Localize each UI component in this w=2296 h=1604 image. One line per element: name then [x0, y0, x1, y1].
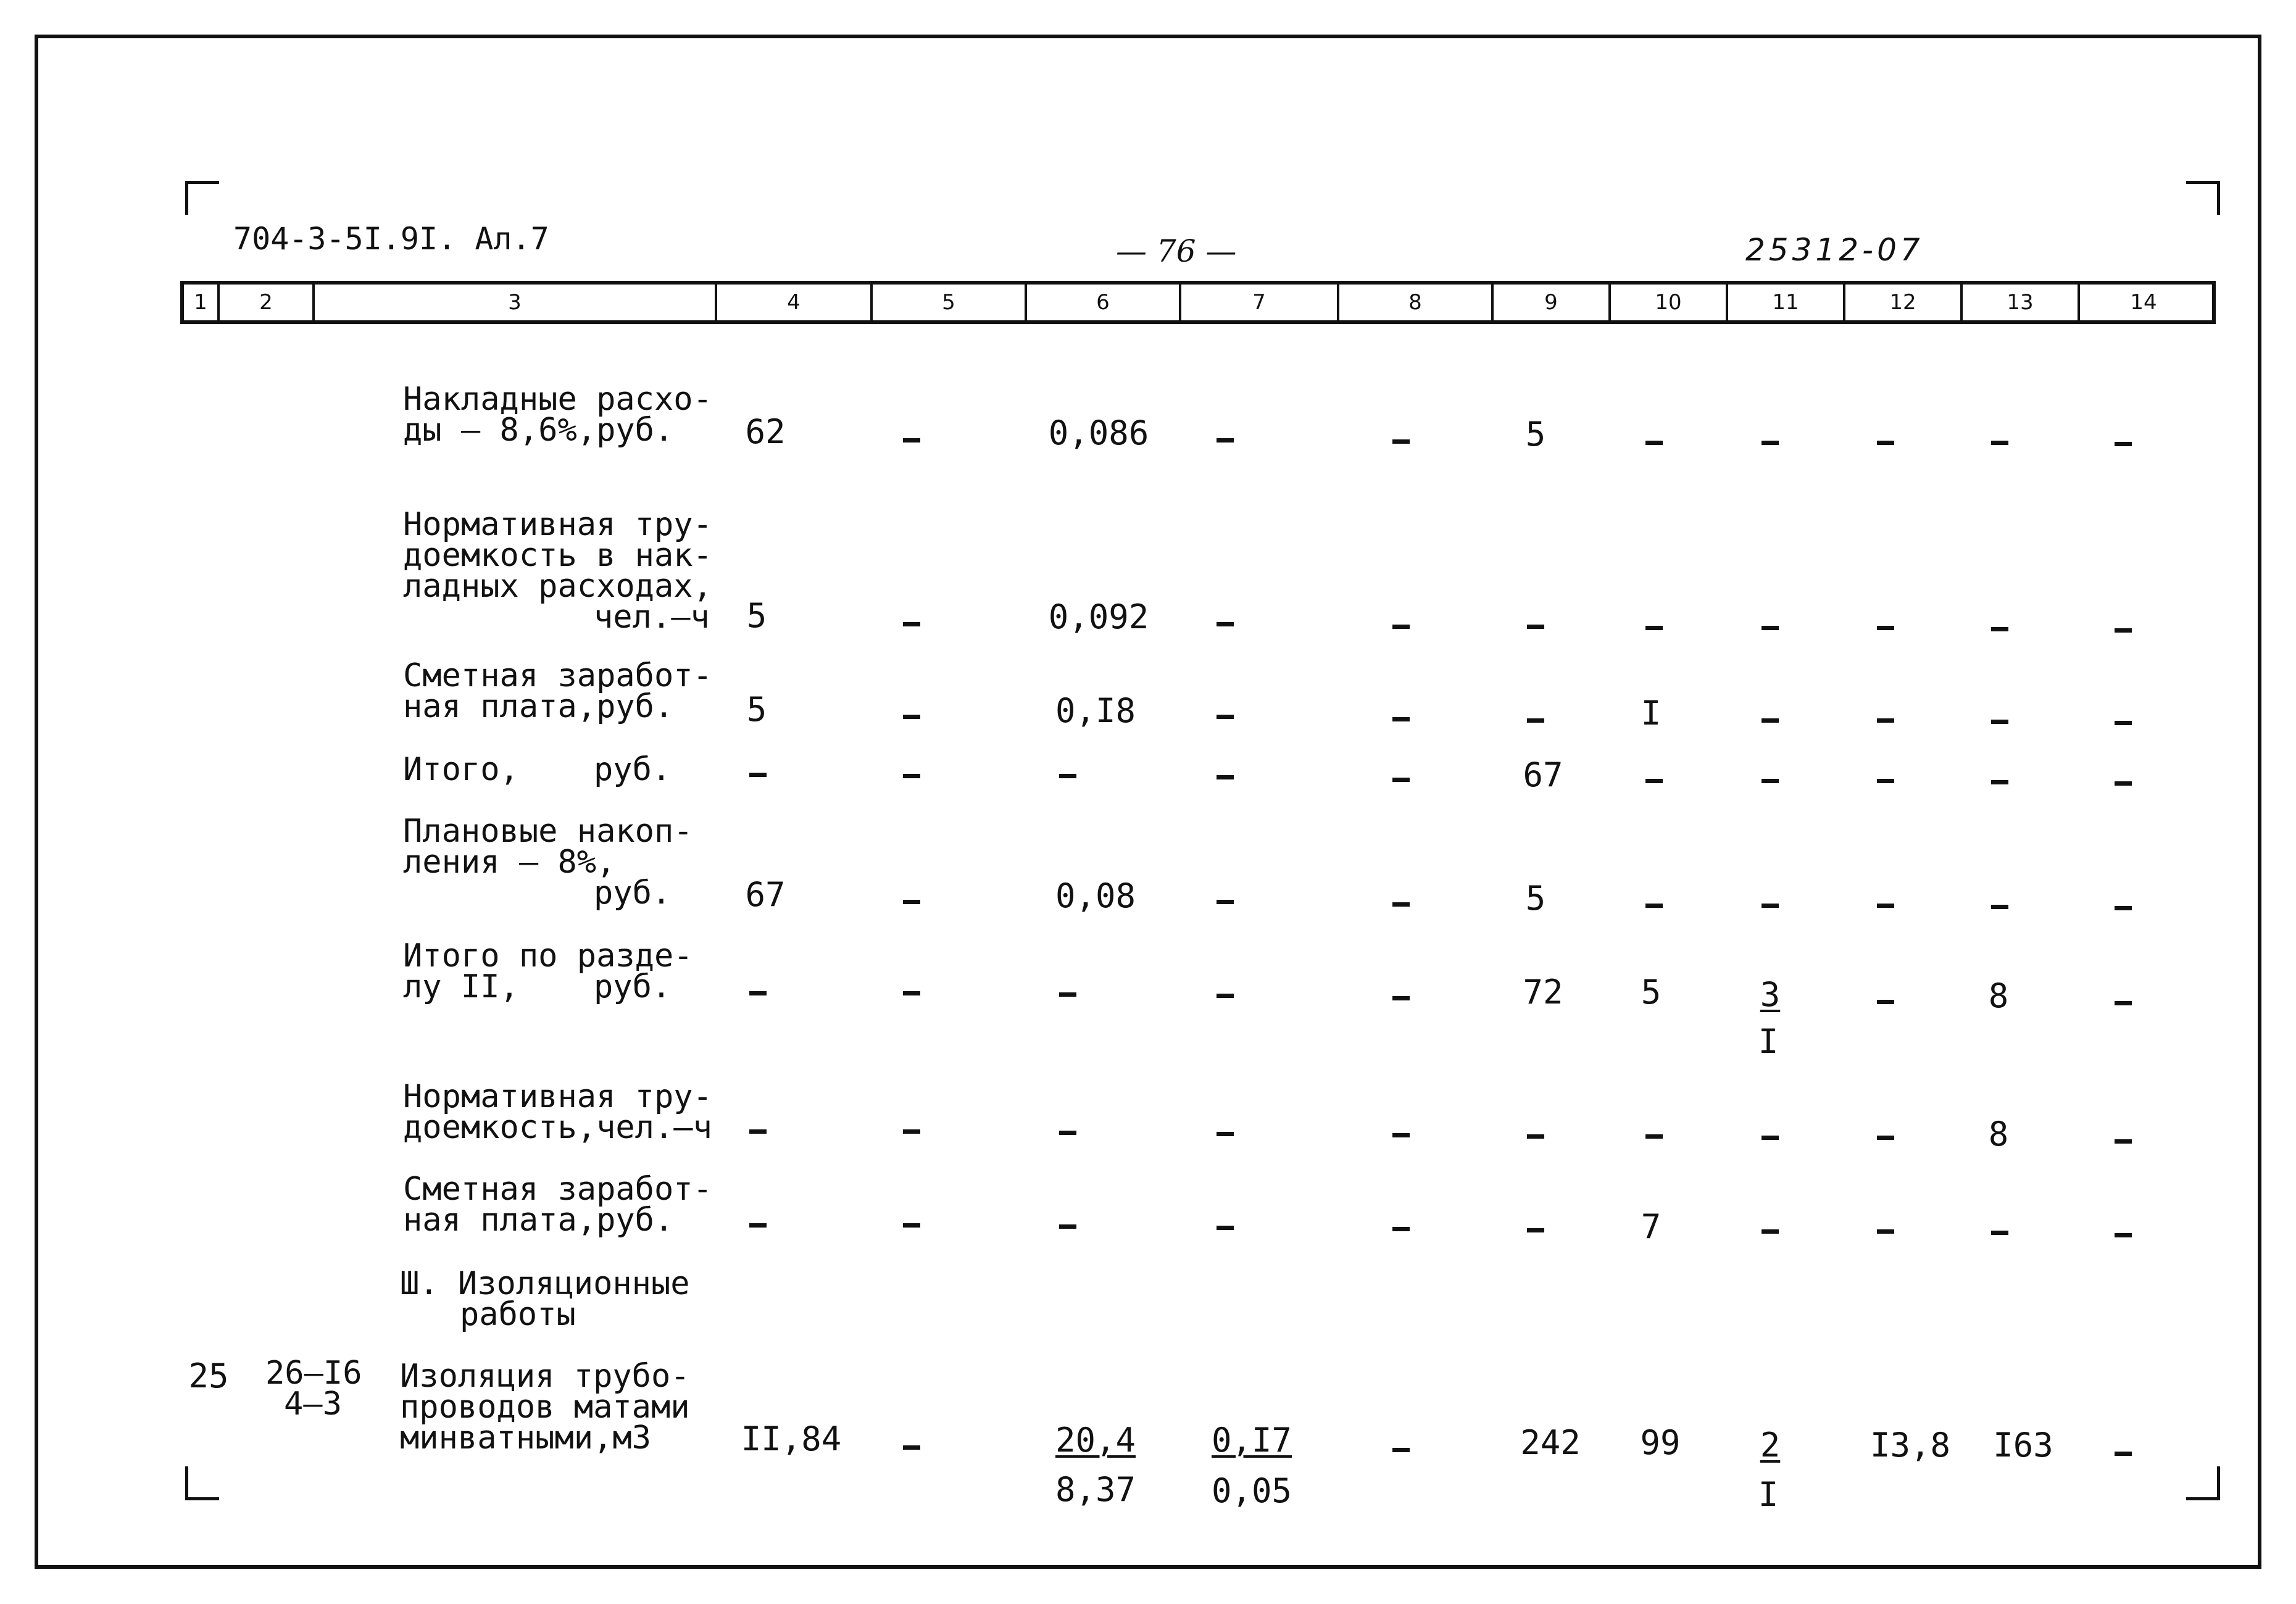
row-4-col-4-dash: [749, 773, 767, 777]
row-3-desc-line-2: ная плата,руб.: [403, 688, 674, 725]
row-2-col-7-dash: [1217, 622, 1234, 626]
row-1-col-6: 0,086: [1048, 413, 1149, 452]
row-2-col-11-dash: [1762, 626, 1779, 630]
row-25-col-14-dash: [2115, 1452, 2132, 1456]
row-4-col-11-dash: [1762, 779, 1779, 783]
row-6-col-11-denominator: I: [1758, 1022, 1779, 1061]
column-header-7: 7: [1181, 285, 1339, 320]
row-8-col-12-dash: [1877, 1229, 1894, 1234]
row-2-col-6: 0,092: [1048, 597, 1149, 636]
row-8-col-4-dash: [749, 1223, 767, 1228]
row-25-desc-line-3: минватными,м3: [400, 1419, 651, 1456]
row-6-col-8-dash: [1392, 996, 1410, 1000]
row-3-desc-line-1: Сметная заработ-: [403, 657, 712, 694]
corner-mark-top-right: [2186, 181, 2220, 215]
row-7-col-4-dash: [749, 1129, 767, 1134]
column-header-12: 12: [1845, 285, 1963, 320]
row-6-col-6-dash: [1059, 992, 1076, 997]
section-iii-heading-line-2: работы: [460, 1296, 576, 1333]
row-2-desc-line-2: доемкость в нак-: [403, 537, 712, 574]
row-5-desc-line-1: Плановые накоп-: [403, 813, 693, 850]
row-4-col-9: 67: [1523, 755, 1563, 794]
column-header-3: 3: [315, 285, 717, 320]
row-25-desc-line-2: проводов матами: [400, 1389, 690, 1426]
row-4-col-10-dash: [1645, 779, 1663, 783]
row-7-desc-line-2: доемкость,чел.–ч: [403, 1109, 712, 1146]
row-4-col-5-dash: [903, 774, 920, 778]
row-25-col-11-numerator: 2: [1760, 1426, 1781, 1465]
row-8-desc-line-1: Сметная заработ-: [403, 1171, 712, 1208]
row-1-col-11-dash: [1762, 441, 1779, 445]
row-25-col-6-numerator: 20,4: [1055, 1421, 1136, 1460]
row-3-col-8-dash: [1392, 717, 1410, 721]
row-6-col-5-dash: [903, 991, 920, 995]
row-8-col-14-dash: [2115, 1233, 2132, 1237]
row-3-col-9-dash: [1527, 718, 1544, 723]
row-4-desc-line-2: руб.: [594, 751, 672, 788]
row-6-col-14-dash: [2115, 1001, 2132, 1005]
row-7-col-11-dash: [1762, 1136, 1779, 1140]
row-4-desc-line-1: Итого,: [403, 751, 519, 788]
row-1-col-4: 62: [745, 412, 786, 451]
column-header-5: 5: [873, 285, 1027, 320]
row-1-col-10-dash: [1645, 441, 1663, 445]
row-3-col-4: 5: [746, 690, 767, 729]
row-25-desc-line-1: Изоляция трубо-: [400, 1358, 690, 1395]
row-1-col-9: 5: [1525, 415, 1546, 454]
row-7-col-8-dash: [1392, 1133, 1410, 1137]
row-7-col-12-dash: [1877, 1136, 1894, 1140]
row-1-col-12-dash: [1877, 441, 1894, 445]
column-header-14: 14: [2130, 290, 2157, 315]
row-7-col-5-dash: [903, 1129, 920, 1134]
column-header-9: 9: [1494, 285, 1611, 320]
row-2-col-12-dash: [1877, 626, 1894, 630]
row-25-col-1: 25: [188, 1357, 229, 1395]
row-3-col-11-dash: [1762, 718, 1779, 723]
row-6-desc-line-3: руб.: [594, 968, 672, 1005]
column-header-13: 13: [1963, 285, 2080, 320]
row-25-col-7-denominator: 0,05: [1211, 1471, 1292, 1510]
column-header-1: 1: [184, 285, 220, 320]
row-8-col-10: 7: [1641, 1207, 1662, 1246]
row-5-col-7-dash: [1217, 900, 1234, 904]
section-iii-heading-line-1: Ш. Изоляционные: [400, 1265, 690, 1302]
row-7-col-13: 8: [1988, 1115, 2009, 1153]
row-25-col-10: 99: [1640, 1423, 1681, 1462]
row-7-col-10-dash: [1645, 1134, 1663, 1139]
row-2-col-8-dash: [1392, 625, 1410, 629]
row-8-desc-line-2: ная плата,руб.: [403, 1202, 674, 1239]
row-8-col-11-dash: [1762, 1229, 1779, 1234]
row-1-col-7-dash: [1217, 438, 1234, 443]
row-3-col-6: 0,I8: [1055, 691, 1136, 730]
row-25-col-9: 242: [1520, 1423, 1581, 1462]
row-25-col-7-numerator: 0,I7: [1211, 1421, 1292, 1460]
row-6-col-4-dash: [749, 991, 767, 995]
row-2-desc-line-4: чел.–ч: [594, 599, 710, 636]
row-2-desc-line-3: ладных расходах,: [403, 568, 712, 605]
row-2-col-9-dash: [1527, 625, 1544, 629]
row-1-desc-line-2: ды – 8,6%,руб.: [403, 412, 674, 449]
document-code: 704-3-5I.9I. Ал.7: [233, 221, 549, 257]
row-1-col-14-dash: [2115, 442, 2132, 446]
row-25-col-6-denominator: 8,37: [1055, 1470, 1136, 1509]
row-7-col-9-dash: [1527, 1134, 1544, 1139]
row-3-col-14-dash: [2115, 721, 2132, 725]
registration-number: 25312-07: [1745, 232, 1924, 268]
row-5-desc-line-3: руб.: [594, 875, 672, 912]
corner-mark-bottom-right: [2186, 1466, 2220, 1500]
row-1-col-13-dash: [1991, 441, 2008, 445]
row-3-col-12-dash: [1877, 718, 1894, 723]
row-8-col-13-dash: [1991, 1231, 2008, 1235]
row-25-col-8-dash: [1392, 1448, 1410, 1452]
row-7-col-14-dash: [2115, 1139, 2132, 1144]
row-6-col-10: 5: [1641, 973, 1662, 1012]
row-8-col-9-dash: [1527, 1228, 1544, 1232]
row-8-col-8-dash: [1392, 1227, 1410, 1231]
row-25-col-2-line-2: 4–3: [284, 1386, 342, 1423]
row-6-col-11-numerator: 3: [1760, 975, 1781, 1014]
row-6-desc-line-1: Итого по разде-: [403, 937, 693, 974]
column-header-4: 4: [717, 285, 873, 320]
row-4-col-14-dash: [2115, 781, 2132, 786]
row-5-col-13-dash: [1991, 905, 2008, 909]
row-2-desc-line-1: Нормативная тру-: [403, 506, 712, 543]
row-4-col-12-dash: [1877, 779, 1894, 783]
column-header-6: 6: [1027, 285, 1181, 320]
row-7-desc-line-1: Нормативная тру-: [403, 1078, 712, 1115]
row-5-col-8-dash: [1392, 902, 1410, 907]
row-6-col-13: 8: [1988, 976, 2009, 1015]
row-25-col-2-line-1: 26–I6: [265, 1355, 362, 1392]
row-25-col-5-dash: [903, 1445, 920, 1450]
row-3-col-5-dash: [903, 715, 920, 719]
row-2-col-14-dash: [2115, 628, 2132, 633]
row-5-col-6: 0,08: [1055, 876, 1136, 915]
row-8-col-7-dash: [1217, 1226, 1234, 1230]
row-2-col-10-dash: [1645, 626, 1663, 630]
column-header-8: 8: [1339, 285, 1494, 320]
row-5-col-5-dash: [903, 900, 920, 904]
row-1-col-5-dash: [903, 438, 920, 443]
row-8-col-6-dash: [1059, 1224, 1076, 1229]
row-5-col-14-dash: [2115, 906, 2132, 910]
row-2-col-4: 5: [746, 596, 767, 635]
column-number-header: [180, 281, 2216, 324]
row-2-col-13-dash: [1991, 627, 2008, 631]
row-8-col-5-dash: [903, 1223, 920, 1228]
row-5-desc-line-2: ления – 8%,: [403, 844, 616, 881]
row-6-col-9: 72: [1523, 973, 1563, 1012]
row-5-col-10-dash: [1645, 904, 1663, 908]
corner-mark-top-left: [185, 181, 219, 215]
row-25-col-11-denominator: I: [1758, 1475, 1779, 1514]
row-4-col-7-dash: [1217, 775, 1234, 779]
row-1-desc-line-1: Накладные расхо-: [403, 381, 712, 418]
row-6-col-12-dash: [1877, 1000, 1894, 1004]
row-4-col-8-dash: [1392, 778, 1410, 782]
row-5-col-12-dash: [1877, 904, 1894, 908]
row-5-col-4: 67: [745, 875, 786, 914]
row-7-col-7-dash: [1217, 1132, 1234, 1136]
column-header-10: 10: [1611, 285, 1728, 320]
row-25-col-13: I63: [1993, 1426, 2053, 1465]
row-3-col-10: I: [1641, 694, 1662, 733]
row-4-col-13-dash: [1991, 780, 2008, 784]
row-6-col-7-dash: [1217, 994, 1234, 998]
row-4-col-6-dash: [1059, 774, 1076, 778]
row-25-col-4: II,84: [741, 1419, 842, 1458]
row-3-col-13-dash: [1991, 720, 2008, 724]
column-header-11: 11: [1728, 285, 1845, 320]
page-number: — 76 —: [1116, 233, 1237, 269]
row-3-col-7-dash: [1217, 715, 1234, 719]
row-6-desc-line-2: лу II,: [403, 968, 519, 1005]
column-header-2: 2: [220, 285, 315, 320]
row-5-col-11-dash: [1762, 904, 1779, 908]
row-5-col-9: 5: [1525, 879, 1546, 918]
row-7-col-6-dash: [1059, 1131, 1076, 1135]
corner-mark-bottom-left: [185, 1466, 219, 1500]
row-2-col-5-dash: [903, 622, 920, 626]
row-25-col-12: I3,8: [1870, 1426, 1951, 1465]
row-1-col-8-dash: [1392, 439, 1410, 444]
